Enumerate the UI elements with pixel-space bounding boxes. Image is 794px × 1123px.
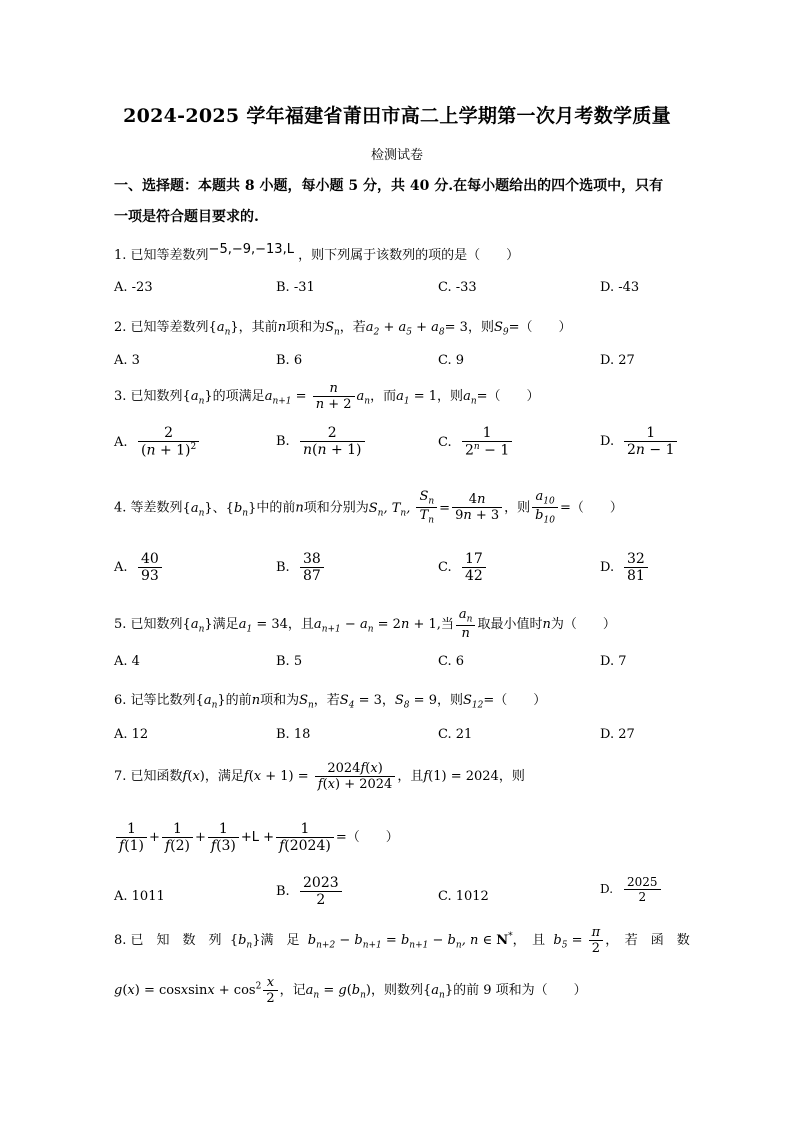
q2-seq-an: $\{a_n\}$ <box>208 320 239 338</box>
q2-s9: $S_9$ <box>493 320 509 338</box>
q4-prefix: 4. 等差数列 <box>114 500 183 516</box>
q7-text-3: ，则 <box>498 769 525 785</box>
q1-option-a: A. -23 <box>114 280 153 295</box>
q2-ask: =（ ） <box>508 320 572 335</box>
page-subtitle: 检测试卷 <box>370 148 423 163</box>
q8-text-1: 满 足 <box>260 933 300 949</box>
question-7 <box>114 762 525 791</box>
q5-option-c: C. 6 <box>438 654 465 669</box>
q8-seq-an: $\{a_n\}$ <box>423 983 454 1001</box>
q6-s8: $S_8 = 9$ <box>394 693 437 711</box>
q2-sn: $S_n$ <box>325 320 340 338</box>
q3-prefix: 3. 已知数列 <box>114 389 183 405</box>
q7-option-c: C. 1012 <box>438 889 489 904</box>
q2-prefix: 2. 已知等差数列 <box>114 320 209 335</box>
q5-text-3: 当 <box>440 616 454 632</box>
q1-prefix: 1. 已知等差数列 <box>114 248 209 263</box>
q4-n: n <box>295 500 304 516</box>
q3-text-2: ，而 <box>370 389 397 405</box>
q8-b5: $b_5$ = $\frac{\pi}{2}$ <box>553 933 605 948</box>
q5-text-1: 满足 <box>212 616 239 632</box>
q7-prefix: 7. 已知函数 <box>114 769 183 785</box>
q8-recurrence: $b_{n+2} - b_{n+1} = b_{n+1} - b_n$, n ∈ N* <box>307 931 513 951</box>
q8-text-6: 的前 9 项和为（ ） <box>453 983 587 999</box>
q6-text-3: ，若 <box>313 693 340 708</box>
q2-option-d: D. 27 <box>600 353 635 368</box>
q4-seqs: $\{a_n\}$、$\{b_n\}$ <box>182 500 257 519</box>
q8-text-3: ， 若 函 数 <box>605 933 690 949</box>
q3-option-a: A. $\frac{2}{(n + 1)^2}$ <box>114 426 201 458</box>
q4-option-b: B. $\frac{38}{87}$ <box>276 552 326 583</box>
q6-text-1: 的前 <box>225 693 252 708</box>
q7-option-a: A. 1011 <box>114 889 165 904</box>
q8-an-def: $a_n = g(b_n)$ <box>305 983 371 1001</box>
q7-option-b: B. $\frac{2023}{2}$ <box>276 876 344 907</box>
q1-option-b: B. -31 <box>276 280 315 295</box>
q7-f1: f(1) = 2024 <box>423 769 499 785</box>
q1-sequence: −5,−9,−13,L <box>208 242 294 257</box>
q7-option-d: D. $\frac{2025}{2}$ <box>600 876 663 903</box>
question-8-line1 <box>114 926 690 955</box>
q6-option-a: A. 12 <box>114 727 149 742</box>
q2-n: n <box>277 320 287 335</box>
q5-n: n <box>542 616 551 632</box>
q5-seq-an: $\{a_n\}$ <box>182 616 213 635</box>
page-title: 2024-2025 学年福建省莆田市高二上学期第一次月考数学质量 <box>123 105 671 127</box>
q6-text-5: ，则 <box>436 693 463 708</box>
q1-suffix: ，则下列属于该数列的项的是（ ） <box>298 248 520 263</box>
q3-option-c: C. $\frac{1}{2^n - 1}$ <box>438 426 514 458</box>
q7-sum-expression <box>114 822 399 853</box>
q6-option-b: B. 18 <box>276 727 311 742</box>
q6-seq-an: $\{a_n\}$ <box>195 693 226 711</box>
q4-ratio: $\frac{a_{10}}{b_{10}}$ <box>530 501 560 516</box>
q5-text-4: 取最小值时 <box>477 616 543 632</box>
question-4 <box>114 490 623 526</box>
section-heading-line2: 一项是符合题目要求的. <box>114 209 259 225</box>
q5-prefix: 5. 已知数列 <box>114 616 183 632</box>
q8-text-4: ，记 <box>279 983 306 999</box>
q1-option-d: D. -43 <box>600 280 640 295</box>
q5-ask: 为（ ） <box>550 616 616 632</box>
q3-initial: $a_1 = 1$ <box>396 389 438 407</box>
q8-prefix: 8. 已 知 数 列 <box>114 933 222 949</box>
q2-text-1: ，其前 <box>238 320 278 335</box>
q8-gx: g(x) = cosxsinx + $\cos^2$ $\frac{x}{2}$ <box>114 983 280 998</box>
q5-initial: $a_1 = 34$ <box>238 616 288 635</box>
question-8-line2 <box>114 976 587 1005</box>
q2-option-a: A. 3 <box>114 353 140 368</box>
q4-text-3: ，则 <box>504 500 531 516</box>
question-5 <box>114 608 616 641</box>
q2-text-2: 项和为 <box>286 320 326 335</box>
q7-functional-eq: f(x + 1) = $\frac{2024f(x)}{f(x) + 2024}$ <box>244 769 397 784</box>
q3-seq-an: $\{a_n\}$ <box>182 389 213 407</box>
q6-s4: $S_4 = 3$ <box>339 693 382 711</box>
q5-option-b: B. 5 <box>276 654 303 669</box>
q6-text-4: ， <box>381 693 395 708</box>
q3-text-1: 的项满足 <box>212 389 265 405</box>
q5-ratio: $\frac{a_n}{n}$ <box>454 617 478 632</box>
q2-text-3: ，若 <box>339 320 366 335</box>
q4-option-d: D. $\frac{32}{81}$ <box>600 552 650 583</box>
q7-ask: =（ ） <box>335 830 399 846</box>
q5-option-d: D. 7 <box>600 654 627 669</box>
q4-ask: =（ ） <box>559 500 623 516</box>
question-3 <box>114 382 540 411</box>
q4-text-1: 中的前 <box>256 500 296 516</box>
q2-condition-lhs: $a_2 + a_5 + a_8$ <box>365 320 445 338</box>
q3-an: $a_n$ <box>463 389 477 407</box>
q6-text-2: 项和为 <box>260 693 300 708</box>
q5-text-2: ，且 <box>287 616 314 632</box>
question-2 <box>114 316 572 338</box>
q6-option-c: C. 21 <box>438 727 473 742</box>
q4-option-c: C. $\frac{17}{42}$ <box>438 552 488 583</box>
q3-option-d: D. $\frac{1}{2n - 1}$ <box>600 426 679 457</box>
section-heading-line1: 一、选择题：本题共 8 小题，每小题 5 分，共 40 分.在每小题给出的四个选项中，只有 <box>114 178 664 194</box>
q8-text-5: ，则数列 <box>370 983 423 999</box>
q1-option-c: C. -33 <box>438 280 477 295</box>
q3-recurrence: $a_{n+1}$ = $\frac{n}{n + 2}$ $a_n$ <box>264 381 371 412</box>
q2-text-4: ，则 <box>467 320 494 335</box>
q2-option-b: B. 6 <box>276 353 303 368</box>
q5-option-a: A. 4 <box>114 654 140 669</box>
q4-condition: $S_n$, $T_n$, $\frac{S_n}{T_n}$ = $\frac{4n}{9n + 3}$ <box>369 501 504 516</box>
q4-text-2: 项和分别为 <box>303 500 369 516</box>
q5-recurrence: $a_{n+1} - a_n = 2n + 1$, <box>313 616 441 635</box>
question-6 <box>114 689 546 711</box>
q6-ask: =（ ） <box>483 693 547 708</box>
q4-option-a: A. $\frac{40}{93}$ <box>114 552 164 583</box>
q7-fx: f(x) <box>182 769 205 785</box>
q2-option-c: C. 9 <box>438 353 465 368</box>
q6-sn: $S_n$ <box>299 693 314 711</box>
question-1 <box>114 244 519 263</box>
q6-prefix: 6. 记等比数列 <box>114 693 196 708</box>
q7-text-1: ，满足 <box>204 769 244 785</box>
q8-text-2: ， 且 <box>512 933 546 949</box>
q3-text-3: ，则 <box>437 389 464 405</box>
q7-text-2: ，且 <box>397 769 424 785</box>
q7-sum: $\frac{1}{f(1)}$ + $\frac{1}{f(2)}$ + $\frac{1}{f(3)}$ +L + $\frac{1}{f(2024)}$ <box>114 830 336 845</box>
q6-s12: $S_{12}$ <box>462 693 484 711</box>
q3-ask: =（ ） <box>476 389 540 405</box>
q2-condition-rhs: = 3 <box>444 320 468 335</box>
q8-seq-bn: $\{b_n\}$ <box>229 933 261 951</box>
q3-option-b: B. $\frac{2}{n(n + 1)}$ <box>276 426 367 457</box>
q6-n: n <box>251 693 261 708</box>
q6-option-d: D. 27 <box>600 727 635 742</box>
